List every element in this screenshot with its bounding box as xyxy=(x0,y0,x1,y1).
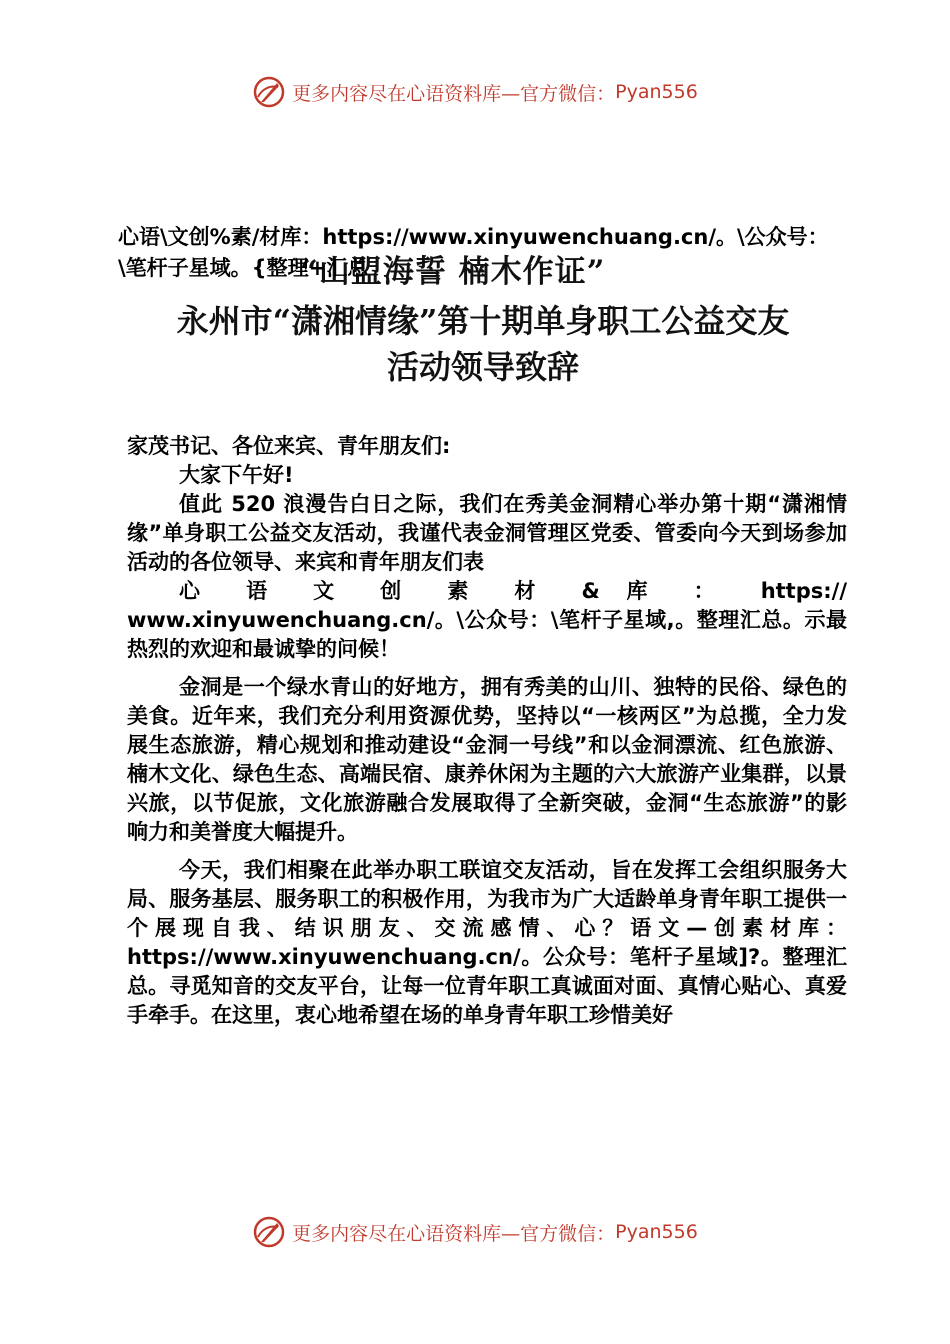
paragraph-1 xyxy=(127,490,847,664)
title-line-2: 活动领导致辞 xyxy=(386,348,579,386)
footer-banner xyxy=(0,1212,950,1252)
banner-wechat-id: Pyan556 xyxy=(615,1221,698,1243)
banner-text: 更多内容尽在心语资料库—官方微信： xyxy=(292,1222,616,1245)
title-line-1: 永州市“潇湘情缘”第十期单身职工公益交友 xyxy=(176,302,790,340)
banner-text: 更多内容尽在心语资料库—官方微信： xyxy=(292,82,616,105)
watermark-text: 心语\文创%素/材库：https://www.xinyuwenchuang.cn/。\公众号：\笔杆子星域。{整理+汇总 xyxy=(118,225,829,280)
greeting: 大家下午好! xyxy=(179,463,294,487)
quill-pen-logo-icon xyxy=(252,1215,286,1249)
paragraph-2: 金洞是一个绿水青山的好地方，拥有秀美的山川、独特的民俗、绿色的美食。近年来，我们充分利用资源优势，坚持以“一核两区”为总揽，全力发展生态旅游，精心规划和推动建设“金洞一号线”和以金洞漂流、红色旅游、楠木文化、绿色生态、高端民宿、康养休闲为主题的六大旅游产业集群，以景兴旅，以节促旅，文化旅游融合发展取得了全新突破，金洞“生态旅游”的影响力和美誉度大幅提升。 xyxy=(127,675,847,844)
header-banner xyxy=(0,72,950,112)
paragraph-1-watermark-rest: www.xinyuwenchuang.cn/。\公众号：\笔杆子星域,。整理汇总。示最热烈的欢迎和最诚挚的问候！ xyxy=(127,608,847,661)
document-body xyxy=(127,432,847,1030)
paragraph-1-watermark-line: 心 语 文 创 素 材 & 库 ： https:// xyxy=(179,579,847,603)
document-title xyxy=(118,298,848,390)
overlay-title: “山盟海誓 楠木作证” xyxy=(300,254,606,290)
salutation: 家茂书记、各位来宾、青年朋友们: xyxy=(127,434,451,458)
paragraph-3: 今天，我们相聚在此举办职工联谊交友活动，旨在发挥工会组织服务大局、服务基层、服务职工的积极作用，为我市为广大适龄单身青年职工提供一个展现自我、结识朋友、交流感情、心？语文—创素材库：https://www.xinyuwenchuang.cn/。公众号：笔杆子星域]?。整理汇总。寻觅知音的交友平台，让每一位青年职工真诚面对面、真情心贴心、真爱手牵手。在这里，衷心地希望在场的单身青年职工珍惜美好 xyxy=(127,858,847,1027)
paragraph-1-text: 值此 520 浪漫告白日之际，我们在秀美金洞精心举办第十期“潇湘情缘”单身职工公益交友活动，我谨代表金洞管理区党委、管委向今天到场参加活动的各位领导、来宾和青年朋友们表 xyxy=(127,492,847,574)
banner-wechat-id: Pyan556 xyxy=(615,81,698,103)
quill-pen-logo-icon xyxy=(252,75,286,109)
